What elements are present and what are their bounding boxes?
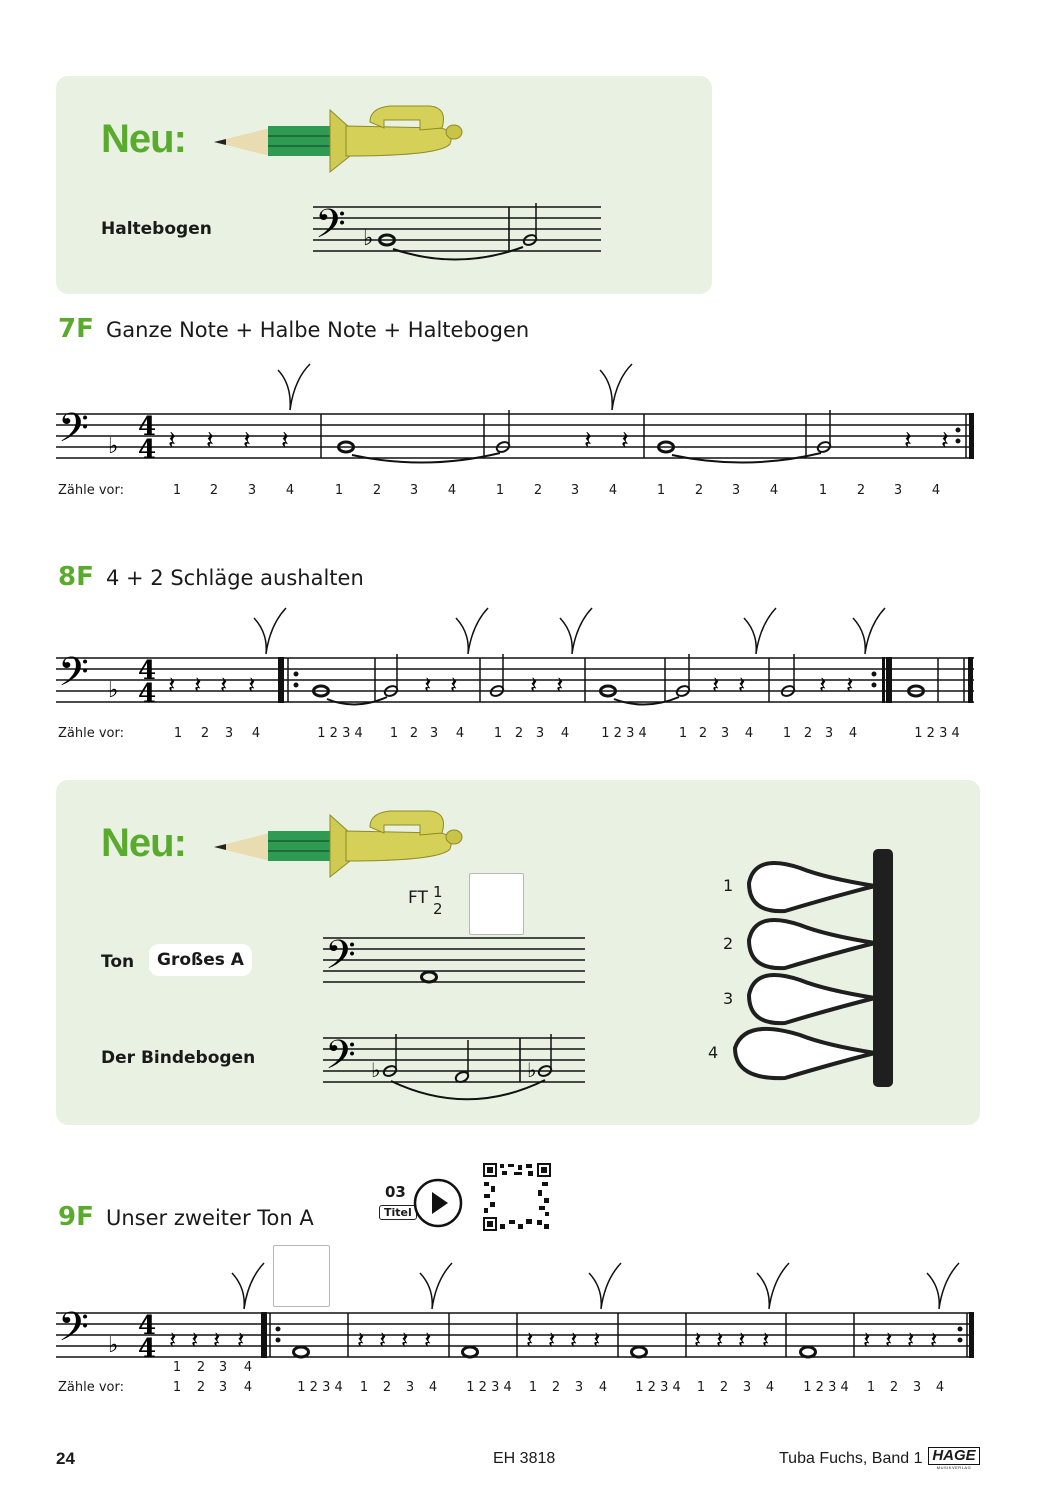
- svg-text:𝄽: 𝄽: [379, 1326, 387, 1354]
- svg-text:4: 4: [138, 412, 157, 442]
- svg-text:♭: ♭: [108, 1333, 119, 1358]
- svg-text:𝄽: 𝄽: [593, 1326, 601, 1354]
- svg-text:♭: ♭: [108, 678, 119, 703]
- svg-text:𝄽: 𝄽: [424, 1326, 432, 1354]
- svg-text:♭: ♭: [371, 1058, 381, 1082]
- svg-text:𝄢: 𝄢: [58, 1304, 89, 1360]
- exercise-title-7F: Ganze Note + Halbe Note + Haltebogen: [106, 318, 530, 342]
- svg-text:𝄢: 𝄢: [58, 649, 89, 705]
- svg-text:𝄽: 𝄽: [694, 1326, 702, 1354]
- svg-text:𝄽: 𝄽: [904, 426, 912, 456]
- track-number: 03: [385, 1183, 406, 1201]
- page-number: 24: [56, 1449, 75, 1468]
- edition-code: EH 3818: [493, 1450, 556, 1467]
- svg-text:𝄽: 𝄽: [168, 671, 176, 699]
- svg-text:𝄽: 𝄽: [248, 671, 256, 699]
- new-heading: Neu:: [101, 821, 186, 865]
- svg-text:𝄢: 𝄢: [58, 405, 89, 461]
- svg-text:𝄽: 𝄽: [401, 1326, 409, 1354]
- svg-text:𝄽: 𝄽: [846, 671, 854, 699]
- svg-text:𝄽: 𝄽: [213, 1326, 221, 1354]
- svg-text:𝄢: 𝄢: [325, 1032, 356, 1088]
- valve-diagram-icon: [725, 848, 897, 1090]
- play-icon: [412, 1177, 464, 1229]
- count-label-7F: Zähle vor:: [58, 483, 124, 498]
- publisher-logo: HAGE MUSIKVERLAG: [928, 1447, 980, 1470]
- exercise-number-8F: 8F: [58, 562, 94, 592]
- bindebogen-label: Der Bindebogen: [101, 1048, 256, 1068]
- svg-text:𝄽: 𝄽: [907, 1326, 915, 1354]
- svg-text:𝄽: 𝄽: [738, 671, 746, 699]
- pencil-tuba-icon: [180, 100, 470, 170]
- svg-text:𝄽: 𝄽: [863, 1326, 871, 1354]
- svg-text:𝄽: 𝄽: [237, 1326, 245, 1354]
- svg-text:𝄽: 𝄽: [930, 1326, 938, 1354]
- svg-text:𝄽: 𝄽: [530, 671, 538, 699]
- fingering-label: FT: [408, 888, 428, 908]
- svg-text:𝄽: 𝄽: [194, 671, 202, 699]
- svg-text:♭: ♭: [527, 1058, 537, 1082]
- track-label: Titel: [379, 1205, 417, 1220]
- svg-text:𝄽: 𝄽: [584, 426, 592, 456]
- svg-text:𝄽: 𝄽: [243, 426, 251, 456]
- svg-text:𝄽: 𝄽: [738, 1326, 746, 1354]
- svg-text:𝄽: 𝄽: [716, 1326, 724, 1354]
- svg-text:𝄽: 𝄽: [450, 671, 458, 699]
- count-label-8F: Zähle vor:: [58, 726, 124, 741]
- svg-text:𝄢: 𝄢: [325, 932, 356, 988]
- staff-bindebogen: [323, 1032, 588, 1108]
- svg-text:𝄽: 𝄽: [556, 671, 564, 699]
- svg-text:𝄽: 𝄽: [570, 1326, 578, 1354]
- svg-text:𝄽: 𝄽: [206, 426, 214, 456]
- exercise-number-7F: 7F: [58, 314, 94, 344]
- svg-text:4: 4: [138, 679, 157, 709]
- exercise-title-8F: 4 + 2 Schläge aushalten: [106, 566, 364, 590]
- svg-text:𝄽: 𝄽: [621, 426, 629, 456]
- haltebogen-label: Haltebogen: [101, 219, 212, 239]
- fingering-valves: 1 2: [433, 883, 443, 918]
- svg-text:𝄽: 𝄽: [941, 426, 949, 456]
- svg-text:𝄽: 𝄽: [548, 1326, 556, 1354]
- book-title: Tuba Fuchs, Band 1: [779, 1450, 923, 1467]
- exercise-title-9F: Unser zweiter Ton A: [106, 1206, 314, 1230]
- svg-text:4: 4: [138, 1311, 157, 1341]
- svg-text:♭: ♭: [363, 226, 374, 251]
- fingering-answer-box[interactable]: [469, 873, 524, 935]
- exercise-number-9F: 9F: [58, 1202, 94, 1232]
- staff-tone-a: [323, 932, 588, 998]
- svg-text:𝄽: 𝄽: [819, 671, 827, 699]
- pencil-tuba-icon: [180, 805, 470, 875]
- svg-text:𝄽: 𝄽: [885, 1326, 893, 1354]
- staff-7F: [56, 365, 976, 465]
- qr-code-icon[interactable]: [482, 1162, 552, 1232]
- tone-label: Ton: [101, 952, 135, 972]
- svg-text:4: 4: [138, 656, 157, 686]
- staff-9F: [56, 1260, 976, 1364]
- svg-text:𝄽: 𝄽: [762, 1326, 770, 1354]
- svg-text:𝄽: 𝄽: [424, 671, 432, 699]
- svg-text:♭: ♭: [108, 434, 119, 459]
- staff-8F: [56, 605, 976, 709]
- svg-text:𝄽: 𝄽: [220, 671, 228, 699]
- staff-haltebogen: [313, 201, 603, 267]
- count-label-9F: Zähle vor:: [58, 1380, 124, 1395]
- svg-text:𝄽: 𝄽: [168, 426, 176, 456]
- audio-track-button[interactable]: [378, 1177, 468, 1227]
- svg-text:𝄽: 𝄽: [169, 1326, 177, 1354]
- svg-text:𝄽: 𝄽: [191, 1326, 199, 1354]
- breath-mark-icon: [254, 608, 885, 654]
- svg-text:4: 4: [138, 435, 157, 465]
- svg-text:𝄽: 𝄽: [712, 671, 720, 699]
- new-heading: Neu:: [101, 117, 186, 161]
- svg-text:4: 4: [138, 1334, 157, 1364]
- breath-mark-icon: [278, 364, 632, 410]
- tone-name-badge: Großes A: [149, 944, 252, 976]
- svg-text:𝄽: 𝄽: [526, 1326, 534, 1354]
- svg-text:𝄽: 𝄽: [357, 1326, 365, 1354]
- svg-text:𝄢: 𝄢: [315, 201, 346, 257]
- breath-mark-icon: [232, 1263, 959, 1309]
- svg-text:𝄽: 𝄽: [281, 426, 289, 456]
